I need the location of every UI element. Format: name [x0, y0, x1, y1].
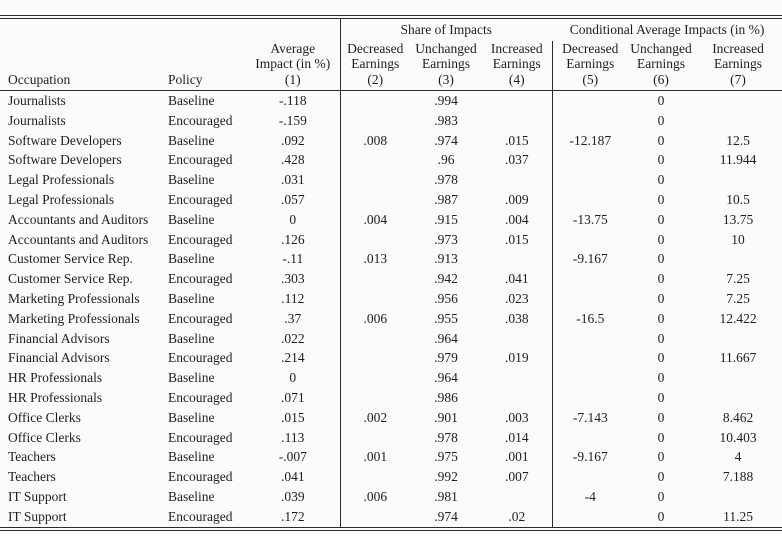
table-row — [0, 388, 782, 408]
cell-policy: Encouraged — [168, 231, 233, 247]
cell-occupation: Marketing Professionals — [8, 310, 140, 326]
cell-cond-increased: 10.403 — [719, 429, 757, 445]
cell-cond-increased: 12.5 — [726, 132, 750, 148]
cell-cond-decreased: -13.75 — [552, 210, 628, 230]
cell-share-increased: .015 — [504, 132, 529, 148]
cell-share-decreased: .004 — [340, 210, 410, 230]
column-header-share-decreased — [340, 41, 410, 91]
cell-cond-unchanged: 0 — [657, 310, 665, 326]
cell-occupation: Journalists — [8, 93, 66, 108]
cell-occupation: Teachers — [8, 449, 56, 465]
cell-share-decreased — [340, 388, 410, 408]
cell-share-unchanged: .901 — [434, 409, 458, 425]
cell-share-decreased — [340, 348, 410, 368]
header-line: Earnings — [422, 56, 471, 71]
cell-cond-increased — [694, 487, 782, 507]
cell-share-unchanged: .964 — [434, 370, 458, 386]
cell-cond-decreased — [552, 388, 628, 408]
cell-cond-unchanged: 0 — [657, 191, 665, 207]
table-row — [0, 289, 782, 309]
cell-share-decreased — [340, 289, 410, 309]
column-header-occupation — [0, 41, 160, 91]
table-row — [0, 309, 782, 329]
cell-share-increased: .037 — [504, 152, 529, 168]
cell-share-unchanged: .973 — [434, 231, 458, 247]
cell-cond-increased: 12.422 — [719, 310, 757, 326]
cell-policy: Encouraged — [168, 469, 233, 485]
header-line: Earnings — [714, 56, 763, 71]
cell-average-impact: .112 — [281, 290, 305, 306]
cell-cond-decreased — [552, 230, 628, 250]
cell-policy: Baseline — [168, 409, 215, 425]
header-line: (5) — [582, 72, 599, 87]
cell-share-unchanged: .992 — [434, 469, 458, 485]
cell-share-unchanged: .994 — [434, 93, 458, 108]
cell-average-impact: .37 — [284, 310, 302, 326]
cell-share-unchanged: .915 — [434, 211, 458, 227]
cell-occupation: Financial Advisors — [8, 350, 110, 366]
header-line: (7) — [730, 72, 746, 87]
cell-average-impact: .214 — [280, 350, 305, 366]
cell-cond-increased: 7.188 — [722, 469, 754, 485]
cell-cond-unchanged: 0 — [657, 211, 665, 227]
cell-cond-unchanged: 0 — [657, 389, 665, 405]
table-row — [0, 467, 782, 487]
cell-occupation: Accountants and Auditors — [8, 211, 149, 227]
cell-policy: Encouraged — [168, 389, 233, 405]
column-header-row — [0, 41, 782, 91]
table-body — [0, 91, 782, 529]
cell-policy: Encouraged — [168, 112, 233, 128]
cell-cond-decreased — [552, 269, 628, 289]
cell-occupation: Journalists — [8, 112, 66, 128]
cell-policy: Encouraged — [168, 429, 233, 445]
cell-cond-increased — [694, 111, 782, 131]
table-row — [0, 428, 782, 448]
cell-share-unchanged: .964 — [434, 330, 458, 346]
cell-cond-decreased — [552, 467, 628, 487]
cell-share-decreased — [340, 329, 410, 349]
cell-occupation: HR Professionals — [8, 389, 103, 405]
header-line: Policy — [168, 72, 203, 87]
cell-cond-decreased: -7.143 — [552, 408, 628, 428]
table-row — [0, 408, 782, 428]
table-header — [0, 17, 782, 91]
cell-cond-increased — [694, 388, 782, 408]
impacts-table — [0, 15, 782, 531]
cell-share-decreased — [340, 467, 410, 487]
column-header-cond-unchanged — [628, 41, 694, 91]
cell-cond-unchanged: 0 — [657, 370, 665, 386]
cell-share-decreased — [340, 170, 410, 190]
table-row — [0, 507, 782, 529]
cell-policy: Encouraged — [168, 310, 233, 326]
cell-share-increased: .019 — [504, 350, 529, 366]
cell-cond-unchanged: 0 — [657, 429, 665, 445]
table-row — [0, 230, 782, 250]
cell-share-increased — [482, 368, 552, 388]
header-line: Average — [270, 41, 316, 56]
header-line: Earnings — [492, 56, 541, 71]
header-line: Decreased — [562, 41, 619, 56]
cell-cond-increased — [694, 249, 782, 269]
cell-share-decreased — [340, 150, 410, 170]
cell-cond-decreased — [552, 329, 628, 349]
cell-cond-decreased — [552, 348, 628, 368]
column-header-share-increased — [482, 41, 552, 91]
group-header-conditional-average-impacts: Conditional Average Impacts (in %) — [569, 22, 765, 37]
cell-cond-unchanged: 0 — [657, 508, 665, 524]
cell-share-decreased — [340, 190, 410, 210]
cell-occupation: Office Clerks — [8, 409, 81, 425]
cell-average-impact: .039 — [280, 488, 305, 504]
table-row — [0, 348, 782, 368]
cell-occupation: Legal Professionals — [8, 172, 115, 188]
cell-average-impact: .041 — [280, 469, 305, 485]
cell-average-impact: -.11 — [282, 251, 304, 267]
cell-average-impact: .057 — [280, 191, 305, 207]
column-header-share-unchanged — [410, 41, 482, 91]
cell-occupation: HR Professionals — [8, 370, 103, 386]
cell-policy: Baseline — [168, 93, 215, 108]
cell-cond-increased — [694, 91, 782, 111]
group-header-row — [0, 17, 782, 41]
cell-cond-increased: 4 — [734, 449, 742, 465]
cell-cond-unchanged: 0 — [657, 488, 665, 504]
header-line: (3) — [438, 72, 454, 87]
cell-cond-unchanged: 0 — [657, 112, 665, 128]
cell-share-unchanged: .981 — [434, 488, 458, 504]
cell-cond-decreased — [552, 190, 628, 210]
cell-average-impact: 0 — [289, 211, 297, 227]
cell-cond-decreased — [552, 111, 628, 131]
cell-average-impact: .031 — [280, 172, 305, 188]
cell-policy: Baseline — [168, 330, 215, 346]
cell-share-decreased — [340, 269, 410, 289]
cell-occupation: IT Support — [8, 508, 67, 524]
table-row — [0, 447, 782, 467]
header-line: (4) — [508, 72, 525, 87]
cell-average-impact: .071 — [280, 389, 305, 405]
cell-share-increased: .001 — [504, 449, 529, 465]
cell-cond-unchanged: 0 — [657, 469, 665, 485]
table-row — [0, 91, 782, 111]
cell-share-increased — [482, 170, 552, 190]
cell-share-decreased — [340, 507, 410, 529]
cell-share-increased: .007 — [504, 469, 529, 485]
cell-share-unchanged: .942 — [434, 271, 458, 287]
cell-policy: Baseline — [168, 488, 215, 504]
cell-cond-unchanged: 0 — [657, 271, 665, 287]
cell-policy: Encouraged — [168, 508, 233, 524]
cell-cond-increased: 11.944 — [719, 152, 757, 168]
cell-share-unchanged: .986 — [434, 389, 458, 405]
cell-share-increased — [482, 388, 552, 408]
cell-share-increased: .009 — [504, 191, 529, 207]
cell-cond-decreased — [552, 368, 628, 388]
cell-share-unchanged: .987 — [434, 191, 458, 207]
cell-share-increased: .041 — [504, 271, 529, 287]
cell-occupation: Accountants and Auditors — [8, 231, 149, 247]
cell-share-decreased — [340, 91, 410, 111]
cell-occupation: Software Developers — [8, 132, 122, 148]
cell-cond-decreased: -9.167 — [552, 447, 628, 467]
column-header-average-impact — [246, 41, 340, 91]
cell-share-increased: .003 — [504, 409, 529, 425]
cell-cond-unchanged: 0 — [657, 251, 665, 267]
cell-policy: Encouraged — [168, 152, 233, 168]
cell-policy: Baseline — [168, 211, 215, 227]
header-line: Decreased — [347, 41, 404, 56]
cell-cond-decreased: -9.167 — [552, 249, 628, 269]
header-line: Earnings — [637, 56, 686, 71]
cell-cond-decreased — [552, 428, 628, 448]
cell-cond-decreased — [552, 170, 628, 190]
cell-share-increased: .02 — [508, 508, 526, 524]
table-row — [0, 150, 782, 170]
header-line: Earnings — [566, 56, 615, 71]
cell-policy: Baseline — [168, 172, 215, 188]
column-header-cond-decreased — [552, 41, 628, 91]
cell-policy: Encouraged — [168, 271, 233, 287]
cell-cond-decreased: -12.187 — [552, 131, 628, 151]
cell-policy: Baseline — [168, 251, 215, 267]
table-row — [0, 249, 782, 269]
header-line: Earnings — [351, 56, 400, 71]
cell-share-decreased — [340, 230, 410, 250]
cell-share-increased: .004 — [504, 211, 529, 227]
cell-cond-increased — [694, 170, 782, 190]
cell-cond-unchanged: 0 — [657, 172, 665, 188]
cell-average-impact: -.007 — [278, 449, 307, 465]
cell-cond-unchanged: 0 — [657, 350, 665, 366]
cell-cond-decreased: -16.5 — [552, 309, 628, 329]
cell-cond-decreased — [552, 289, 628, 309]
table-row — [0, 329, 782, 349]
cell-share-increased — [482, 249, 552, 269]
table-row — [0, 131, 782, 151]
header-line: (2) — [367, 72, 384, 87]
cell-share-increased: .038 — [504, 310, 529, 326]
header-line: Occupation — [8, 72, 71, 87]
header-line: (1) — [284, 72, 301, 87]
cell-cond-increased: 13.75 — [722, 211, 754, 227]
cell-cond-increased: 10 — [731, 231, 745, 247]
cell-share-decreased: .001 — [340, 447, 410, 467]
cell-average-impact: .172 — [280, 508, 305, 524]
cell-average-impact: .092 — [280, 132, 305, 148]
cell-share-decreased — [340, 368, 410, 388]
cell-policy: Baseline — [168, 132, 215, 148]
cell-share-unchanged: .913 — [434, 251, 458, 267]
cell-share-unchanged: .983 — [434, 112, 458, 128]
cell-share-decreased: .006 — [340, 487, 410, 507]
group-header-spacer — [0, 17, 340, 41]
cell-policy: Baseline — [168, 290, 215, 306]
cell-share-decreased: .013 — [340, 249, 410, 269]
cell-policy: Baseline — [168, 449, 215, 465]
cell-occupation: Teachers — [8, 469, 56, 485]
table-row — [0, 269, 782, 289]
cell-average-impact: .428 — [280, 152, 305, 168]
cell-share-unchanged: .978 — [434, 429, 458, 445]
cell-share-decreased: .002 — [340, 408, 410, 428]
header-line: (6) — [653, 72, 669, 87]
cell-cond-increased: 7.25 — [726, 271, 750, 287]
cell-cond-increased: 7.25 — [726, 290, 750, 306]
cell-share-increased: .014 — [504, 429, 529, 445]
cell-occupation: Software Developers — [8, 152, 122, 168]
cell-occupation: IT Support — [8, 488, 67, 504]
cell-cond-decreased: -4 — [552, 487, 628, 507]
cell-share-decreased — [340, 111, 410, 131]
column-header-policy — [160, 41, 246, 91]
cell-share-unchanged: .955 — [434, 310, 458, 326]
cell-cond-increased: 10.5 — [726, 191, 750, 207]
cell-average-impact: -.118 — [278, 93, 307, 108]
table-row — [0, 170, 782, 190]
cell-share-increased — [482, 111, 552, 131]
cell-average-impact: .303 — [280, 271, 305, 287]
cell-share-decreased — [340, 428, 410, 448]
table-row — [0, 190, 782, 210]
cell-share-unchanged: .974 — [434, 508, 458, 524]
cell-average-impact: .113 — [281, 429, 305, 445]
cell-share-increased — [482, 487, 552, 507]
cell-share-unchanged: .978 — [434, 172, 458, 188]
cell-share-unchanged: .956 — [434, 290, 458, 306]
cell-cond-decreased — [552, 150, 628, 170]
header-line: Impact (in %) — [255, 56, 331, 71]
group-header-share-of-impacts: Share of Impacts — [340, 17, 552, 41]
cell-cond-increased: 8.462 — [722, 409, 754, 425]
cell-cond-unchanged: 0 — [657, 449, 665, 465]
cell-cond-unchanged: 0 — [657, 330, 665, 346]
cell-occupation: Customer Service Rep. — [8, 271, 133, 287]
cell-average-impact: .022 — [280, 330, 305, 346]
cell-occupation: Marketing Professionals — [8, 290, 140, 306]
cell-cond-increased — [694, 368, 782, 388]
cell-share-unchanged: .975 — [434, 449, 458, 465]
cell-average-impact: 0 — [289, 370, 297, 386]
cell-cond-unchanged: 0 — [657, 231, 665, 247]
cell-share-increased — [482, 91, 552, 111]
cell-occupation: Legal Professionals — [8, 191, 115, 207]
table-row — [0, 487, 782, 507]
cell-average-impact: .015 — [280, 409, 305, 425]
header-line: Increased — [490, 41, 543, 56]
header-line: Unchanged — [630, 41, 692, 56]
header-line: Unchanged — [415, 41, 477, 56]
cell-share-increased: .015 — [504, 231, 529, 247]
cell-cond-unchanged: 0 — [657, 152, 665, 168]
header-line: Increased — [712, 41, 764, 56]
cell-occupation: Customer Service Rep. — [8, 251, 133, 267]
cell-share-decreased: .008 — [340, 131, 410, 151]
cell-cond-unchanged: 0 — [657, 409, 665, 425]
cell-cond-decreased — [552, 507, 628, 529]
cell-cond-increased: 11.667 — [719, 350, 757, 366]
table-row — [0, 210, 782, 230]
cell-cond-decreased — [552, 91, 628, 111]
cell-policy: Baseline — [168, 370, 215, 386]
cell-occupation: Financial Advisors — [8, 330, 110, 346]
cell-cond-unchanged: 0 — [657, 290, 665, 306]
cell-policy: Encouraged — [168, 191, 233, 207]
cell-cond-unchanged: 0 — [657, 132, 665, 148]
cell-share-increased: .023 — [504, 290, 529, 306]
column-header-cond-increased — [694, 41, 782, 91]
cell-average-impact: -.159 — [278, 112, 307, 128]
cell-cond-increased — [694, 329, 782, 349]
table-row — [0, 111, 782, 131]
cell-cond-increased: 11.25 — [723, 508, 753, 524]
cell-share-unchanged: .96 — [437, 152, 455, 168]
cell-policy: Encouraged — [168, 350, 233, 366]
cell-occupation: Office Clerks — [8, 429, 81, 445]
cell-share-unchanged: .974 — [434, 132, 458, 148]
cell-share-increased — [482, 329, 552, 349]
cell-share-unchanged: .979 — [434, 350, 458, 366]
table-row — [0, 368, 782, 388]
cell-cond-unchanged: 0 — [657, 93, 665, 108]
cell-share-decreased: .006 — [340, 309, 410, 329]
cell-average-impact: .126 — [280, 231, 305, 247]
